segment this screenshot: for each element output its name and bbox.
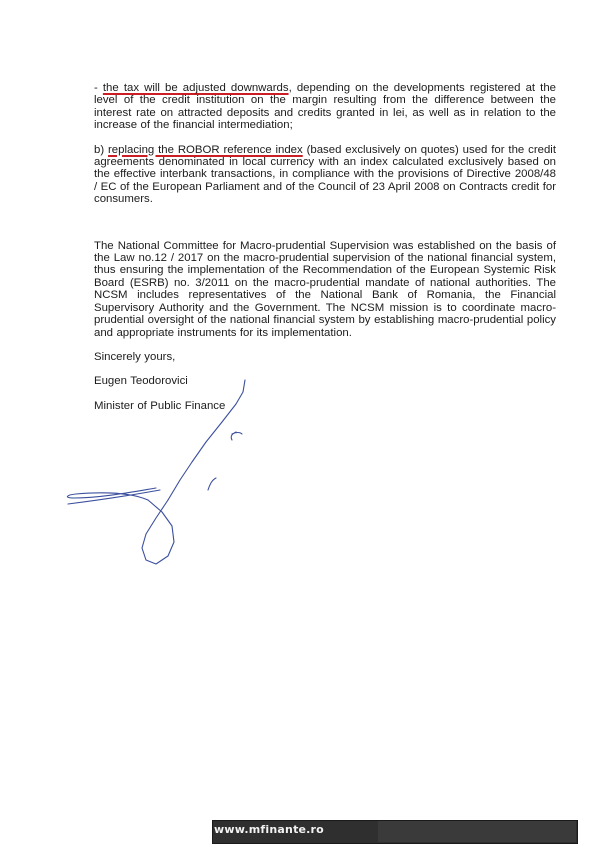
robor-underlined-phrase: replacing the ROBOR reference index bbox=[108, 143, 303, 156]
tax-underlined-phrase: the tax will be adjusted downwards bbox=[102, 82, 289, 94]
footer-bar-accent bbox=[378, 821, 576, 842]
robor-prefix: b) bbox=[94, 143, 109, 156]
tax-line-prefix: - bbox=[94, 82, 103, 94]
tax-line-rest: , depending on the developments registered at the level of the credit institution on the margin resulting from the difference between the interest rate on attracted deposits and credits granted in lei, as well as in relation to the increase of the financial intermediation; bbox=[94, 82, 556, 132]
letter-body bbox=[94, 82, 556, 412]
robor-paragraph bbox=[94, 144, 556, 206]
signer-title: Minister of Public Finance bbox=[94, 399, 226, 412]
footer-website: www.mfinante.ro bbox=[214, 823, 324, 836]
tax-adjustment-paragraph bbox=[94, 82, 556, 132]
closing-line: Sincerely yours, bbox=[94, 350, 176, 363]
signer-name: Eugen Teodorovici bbox=[94, 375, 188, 388]
ncsm-paragraph: The National Committee for Macro-prudential Supervision was established on the basis of the Law no.12 / 2017 on the macro-prudential supervision of the national financial system, thus ensuring the implementation of the Recommendation of the European Systemic Risk Board (ESRB) no. 3/2011 on the macro-prudential mandate of national authorities. The NCSM includes representatives of the National Bank of Romania, the Financial Supervisory Authority and the Government. The NCSM mission is to coordinate macro-prudential oversight of the national financial system by establishing macro-prudential policy and appropriate instruments for its implementation. bbox=[94, 239, 556, 339]
robor-rest: (based exclusively on quotes) used for the credit agreements denominated in local currency with an index calculated exclusively based on the effective interbank transactions, in compliance with the provisions of Directive 2008/48 / EC of the European Parliament and of the Council of 23 April 2008 on Contracts credit for consumers. bbox=[94, 143, 556, 206]
